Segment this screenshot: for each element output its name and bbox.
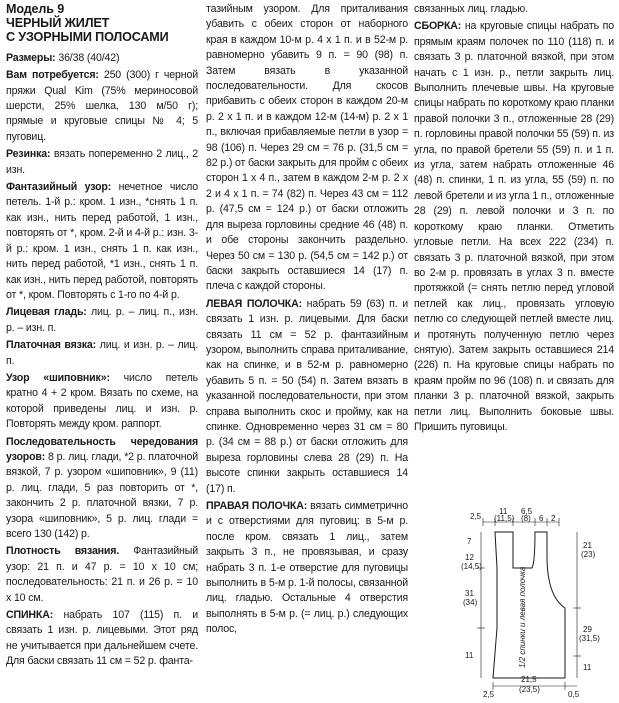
section-text: вязать попеременно 2 лиц., 2 изн. bbox=[6, 148, 198, 176]
section-text: набрать 59 (63) п. и связать 1 изн. р. лицевыми. Для баски связать 11 см = 52 р. фантазийным узором, выполнить справа приталивание, как на спинке, и в 52-м р. равномерно убавить 5 п. = 50 (54) п. Затем вязать в указанной последовательности, при этом справа выполнить скос и пройму, как на спинке. Одновременно через 31 см = 80 р. (34 см = 88 р.) от баски отложить для выреза горловины слева 28 (29) п. На высоте спинки закрыть оставшиеся 14 (17) п. bbox=[206, 297, 408, 495]
dim-right-1: (23) bbox=[581, 550, 596, 559]
dim-left-2: (14,5) bbox=[461, 562, 482, 571]
dim-left-0: 7 bbox=[467, 537, 472, 546]
column-1-body bbox=[6, 51, 198, 670]
dim-bottom-1: (23,5) bbox=[519, 685, 540, 694]
schematic-svg bbox=[455, 508, 615, 698]
dim-right-4: 11 bbox=[583, 663, 592, 672]
col3-paragraph bbox=[414, 19, 614, 435]
section-heading: ПРАВАЯ ПОЛОЧКА: bbox=[206, 500, 308, 512]
section-text: связанных лиц. гладью. bbox=[414, 3, 528, 15]
dim-top-4: (8) bbox=[521, 514, 531, 523]
section-heading: Фантазийный узор: bbox=[6, 181, 112, 194]
section-heading: СПИНКА: bbox=[6, 609, 54, 622]
title-line-1: ЧЕРНЫЙ ЖИЛЕТ bbox=[6, 16, 110, 31]
section-text: вязать симметрично и с отверстиями для пуговиц: в 5-м р. после кром. связать 1 лиц., затем закрыть 3 п., не провязывая, и сразу набрать 3 п. 1-е отверстие для пуговицы выполнить в 5-м р. 1-й полосы, связанной лиц. гладью. Остальные 4 отверстия выполнять в 5-м р. (= лиц. р.) следующих полос, bbox=[206, 500, 408, 636]
column-3 bbox=[414, 2, 614, 437]
section-text: лиц. р. – лиц. п., изн. р. – изн. п. bbox=[6, 306, 198, 334]
piece-outline bbox=[493, 532, 565, 678]
col1-paragraph bbox=[6, 544, 198, 606]
section-text: Фантазийный узор: 21 п. и 47 р. = 10 х 10 см; последовательность: 21 п. и 26 р. = 10 х 10 см. bbox=[6, 545, 198, 604]
section-heading: Лицевая гладь: bbox=[6, 306, 87, 319]
col1-paragraph bbox=[6, 147, 198, 178]
schematic-diagram bbox=[455, 508, 615, 698]
section-heading: Резинка: bbox=[6, 148, 51, 161]
dim-bottom-2: 2,5 bbox=[483, 690, 495, 699]
section-text: нечетное число петель. 1-й р.: кром. 1 изн., *снять 1 п. как изн., нить перед работой, 1 изн., повторять от *, кром. 2-й и 4-й р.: изн. 3-й р.: кром. 1 изн., снять 1 п. как изн., нить перед работой, *1 изн., снять 1 п. как изн., нить перед работой, повторять от *, кром. Повторять с 1-го по 4-й р. bbox=[6, 181, 198, 301]
section-text: набрать 107 (115) п. и связать 1 изн. р. лицевыми. Этот ряд не учитывается при дальнейшем счете. Для баски связать 11 см = 52 р. фанта- bbox=[6, 609, 198, 668]
section-text: лиц. и изн. р. – лиц. п. bbox=[6, 339, 198, 367]
section-text: на круговые спицы набрать по прямым краям полочек по 110 (118) п. и связать 3 р. платочной вязкой, при этом начать с 1 изн. р., петли закрыть лиц. Выполнить плечевые швы. На круговые спицы набрать по короткому краю планки правой полочки 3 п., отложенные 28 (29) п. горловины правой полочки 55 (59) п. из угла, по правой бретели 55 (59) п. и 1 п. из угла, затем набрать отложенные 46 (48) п. спинки, 1 п. из угла, 55 (59) п. по левой бретели и из угла 1 п., отложенные 28 (29) п. левой полочки и 3 п. по короткому краю планки. Отметить угловые петли. На всех 222 (234) п. связать 3 р. платочной вязкой, при этом во 2-м р. провязать в углах 3 п. вместе протяжкой (= снять петлю перед угловой петлей как лиц., провязать угловую петлю со следующей петлей вместе лиц. и протянуть полученную петлю через снятую). Затем закрыть оставшиеся 214 (226) п. На круговые спицы набрать по краям пройм по 96 (108) п. и связать для планки 3 р. платочной вязкой, закрыть петли лиц. Выполнить боковые швы. Пришить пуговицы. bbox=[414, 20, 614, 433]
section-heading: Вам потребуется: bbox=[6, 69, 99, 82]
dim-top-5: 6 bbox=[539, 514, 544, 523]
col1-paragraph bbox=[6, 51, 198, 66]
section-heading: Узор «шиповник»: bbox=[6, 371, 110, 384]
col2-paragraph bbox=[206, 2, 408, 295]
dim-right-2: 29 bbox=[583, 625, 592, 634]
dim-right-0: 21 bbox=[583, 541, 592, 550]
section-heading: Размеры: bbox=[6, 51, 56, 64]
dim-left-3: 31 bbox=[465, 589, 474, 598]
col3-paragraph bbox=[414, 2, 614, 17]
dim-top-1: 11 bbox=[499, 507, 508, 516]
dim-bottom-0: 21,5 bbox=[521, 675, 537, 684]
col1-paragraph bbox=[6, 305, 198, 336]
section-heading: Последовательность чередования узоров: bbox=[6, 435, 198, 463]
piece-label: 1/2 спинки и левая полочка bbox=[518, 566, 527, 668]
dim-top-0: 2,5 bbox=[470, 512, 482, 521]
col1-paragraph bbox=[6, 608, 198, 670]
section-text: число петель кратно 4 + 2 кром. Вязать по схеме, на которой приведены лиц. и изн. р. Повторять между кром. раппорт. bbox=[6, 371, 198, 431]
column-2-body bbox=[206, 2, 408, 638]
dim-right-3: (31,5) bbox=[579, 634, 600, 643]
dim-top-2: (11,5) bbox=[494, 514, 515, 523]
dim-top-6: 2 bbox=[551, 514, 556, 523]
dim-left-5: 11 bbox=[465, 651, 474, 660]
col1-paragraph bbox=[6, 180, 198, 303]
col1-paragraph bbox=[6, 371, 198, 433]
col2-paragraph bbox=[206, 297, 408, 497]
model-number: Модель 9 bbox=[6, 2, 65, 16]
col1-paragraph bbox=[6, 435, 198, 543]
col2-paragraph bbox=[206, 499, 408, 638]
column-3-body bbox=[414, 2, 614, 435]
column-1 bbox=[6, 2, 198, 672]
column-2 bbox=[206, 2, 408, 640]
section-heading: СБОРКА: bbox=[414, 20, 462, 33]
dim-bottom-3: 0,5 bbox=[568, 690, 580, 699]
section-heading: ЛЕВАЯ ПОЛОЧКА: bbox=[206, 297, 302, 310]
col1-paragraph bbox=[6, 68, 198, 145]
section-text: 8 р. лиц. глади, *2 р. платочной вязкой, 7 р. узором «шиповник», 9 (11) р. лиц. глади, 5 раз повторить от *, закончить 2 р. платочной вязки, 7 р. узора «шиповник», 5 р. лиц. глади = всего 130 (142) р. bbox=[6, 450, 198, 540]
section-text: тазийным узором. Для приталивания убавить с обеих сторон от наборного края в каждом 10-м р. 4 х 1 п. и в 52-м р. равномерно убавить 9 п. = 90 (98) п. Затем вязать в указанной последовательности. Для скосов прибавить с обеих сторон в каждом 20-м р. 2 х 1 п. и в каждом 12-м (14-м) р. 2 х 1 п., включая прибавляемые петли в узор = 98 (106) п. Через 29 см = 76 р. (31,5 см = 82 р.) от баски закрыть для пройм с обеих сторон 1 х 4 п., затем в каждом 2-м р. 2 х 2 и 4 х 1 п. = 74 (82) п. Через 43 см = 112 р. (47,5 см = 124 р.) от баски отложить для выреза горловины средние 46 (48) п. и обе стороны закончить раздельно. Через 50 см = 130 р. (54,5 см = 142 р.) от баски закрыть оставшиеся 14 (17) п. плеча с каждой стороны. bbox=[206, 3, 408, 293]
section-heading: Плотность вязания. bbox=[6, 545, 120, 558]
dim-left-1: 12 bbox=[465, 553, 474, 562]
section-text: 250 (300) г черной пряжи Qual Kim (75% мериносовой шерсти, 25% шелка, 130 м/50 г); прямые и круговые спицы № 4; 5 пуговиц. bbox=[6, 69, 198, 143]
col1-paragraph bbox=[6, 338, 198, 369]
section-heading: Платочная вязка: bbox=[6, 339, 97, 352]
section-text: 36/38 (40/42) bbox=[55, 51, 120, 64]
dim-top-3: 6,5 bbox=[521, 507, 533, 516]
dim-left-4: (34) bbox=[463, 598, 478, 607]
title-line-2: С УЗОРНЫМИ ПОЛОСАМИ bbox=[6, 30, 169, 45]
